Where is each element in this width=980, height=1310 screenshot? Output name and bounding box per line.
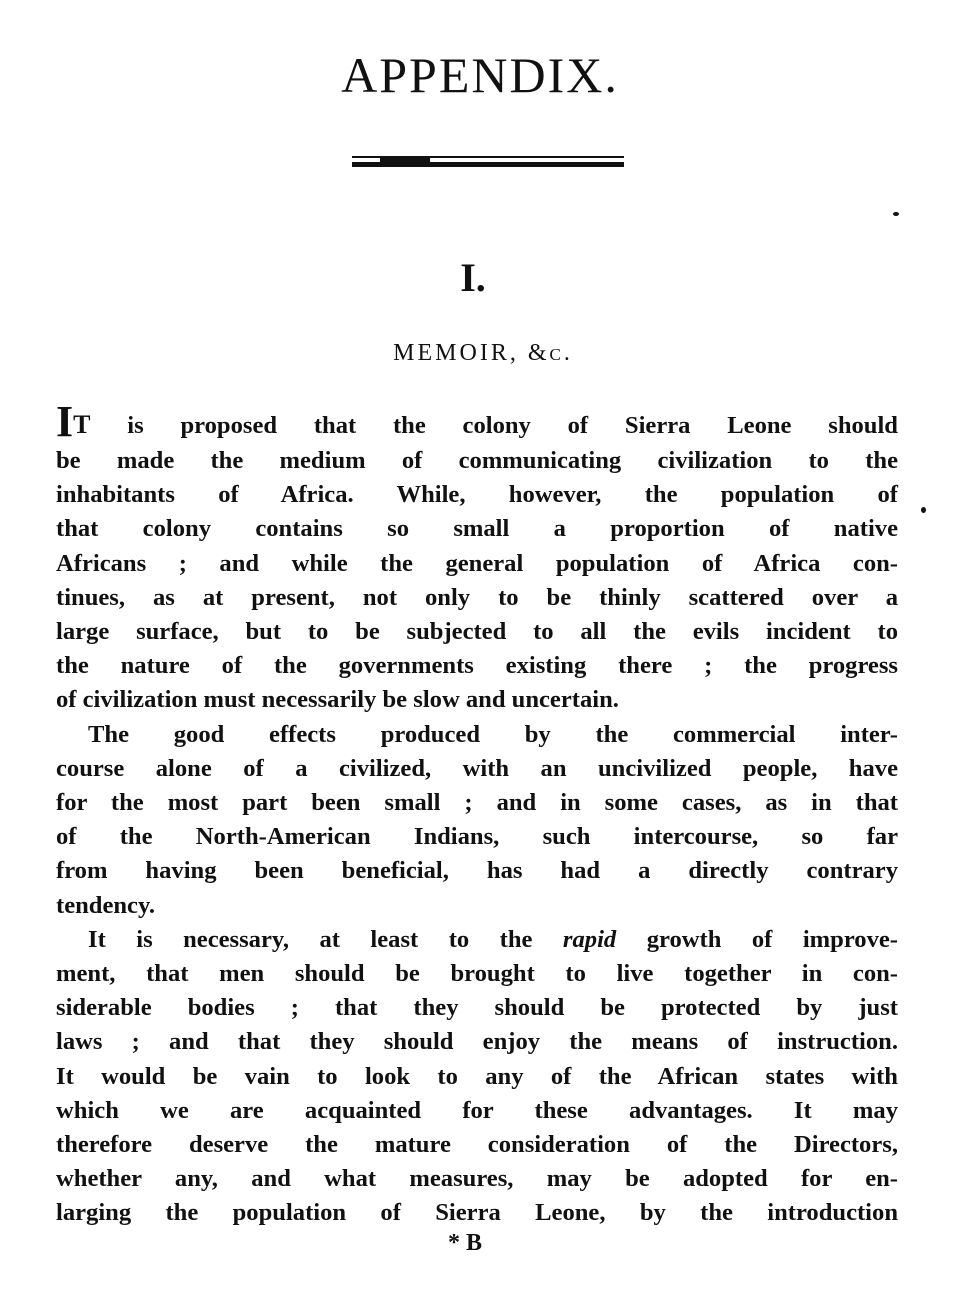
line-text: It is necessary, at least to the [88,925,563,953]
paragraph-line: inhabitants of Africa. While, however, the population of [56,481,898,509]
paragraph-line: therefore deserve the mature consideration of the Directors, [56,1131,898,1159]
paragraph-line: tendency. [56,891,156,919]
page-heading: APPENDIX. [341,47,619,103]
section-number: I. [460,255,486,300]
paragraph-line: be made the medium of communicating civilization to the [56,447,898,474]
paragraph-line: of civilization must necessarily be slow and uncertain. [56,686,619,714]
paragraph-line: large surface, but to be subjected to all the evils incident to [56,618,898,646]
print-speck [921,507,926,513]
paragraph-line: The good effects produced by the commercial inter- [88,720,898,748]
line-text: growth of improve- [616,925,898,953]
body-text [56,397,898,1231]
paragraph-line: the nature of the governments existing there ; the progress [56,652,898,680]
section-title: MEMOIR, &c. [393,340,573,366]
paragraph-line: siderable bodies ; that they should be protected by just [56,994,898,1022]
paragraph-2 [56,718,898,923]
title-rule-ornament [380,158,430,164]
paragraph-line: It would be vain to look to any of the African states with [56,1062,898,1090]
paragraph-3 [56,923,898,1231]
paragraph-line: course alone of a civilized, with an uncivilized people, have [56,754,898,782]
paragraph-line [56,397,898,446]
paragraph-line: which we are acquainted for these advantages. It may [56,1096,898,1124]
line-text: is proposed that the colony of Sierra Leone should [90,412,898,439]
signature-mark: * B [447,1230,482,1256]
drop-cap: I [56,397,74,446]
paragraph-line: Africans ; and while the general population of Africa con- [56,549,898,577]
paragraph-1 [56,397,898,718]
drop-cap-rest: T [73,410,91,439]
paragraph-line [56,923,898,957]
paragraph-line: larging the population of Sierra Leone, by the introduction [56,1199,898,1227]
paragraph-line: of the North-American Indians, such intercourse, so far [56,823,898,851]
paragraph-line: ment, that men should be brought to live together in con- [56,960,898,988]
paragraph-line: laws ; and that they should enjoy the means of instruction. [56,1028,898,1056]
paragraph-line: that colony contains so small a proportion of native [56,515,898,543]
paragraph-line: from having been beneficial, has had a directly contrary [56,857,898,885]
paragraph-line: for the most part been small ; and in some cases, as in that [56,789,898,817]
italic-word: rapid [562,925,617,953]
paragraph-line: tinues, as at present, not only to be thinly scattered over a [56,583,898,611]
print-speck [893,212,899,216]
paragraph-line: whether any, and what measures, may be adopted for en- [56,1165,898,1193]
